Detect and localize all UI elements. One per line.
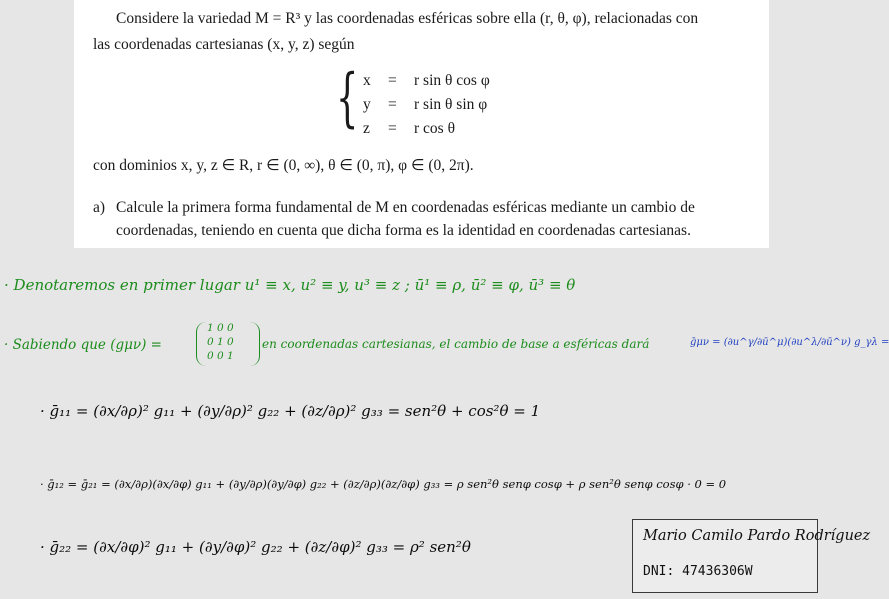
handwritten-g12-line: · ḡ₁₂ = ḡ₂₁ = (∂x/∂ρ)(∂x/∂φ) g₁₁ + (∂y/∂ρ)(∂y/∂φ) g₂₂ + (∂z/∂ρ)(∂z/∂φ) g₃₃ = ρ sen²θ senφ cosφ + ρ sen²θ senφ cosφ · 0 = 0 <box>40 477 727 491</box>
signature-dni: DNI: 47436306W <box>643 564 753 579</box>
equation-z-op: = <box>388 120 397 137</box>
problem-intro-line2: las coordenadas cartesianas (x, y, z) según <box>93 36 355 53</box>
equation-z-lhs: z <box>363 120 370 137</box>
equation-x-rhs: r sin θ cos φ <box>414 72 490 89</box>
handwritten-basis-change-text: en coordenadas cartesianas, el cambio de base a esféricas dará <box>262 337 650 351</box>
identity-matrix <box>196 322 260 366</box>
equation-y-rhs: r sin θ sin φ <box>414 96 488 113</box>
matrix-row-3: 0 0 1 <box>207 350 234 362</box>
handwritten-g11-line: · ḡ₁₁ = (∂x/∂ρ)² g₁₁ + (∂y/∂ρ)² g₂₂ + (∂z/∂ρ)² g₃₃ = sen²θ + cos²θ = 1 <box>40 402 541 420</box>
equation-x-op: = <box>388 72 397 89</box>
equation-z-rhs: r cos θ <box>414 120 455 137</box>
part-a-line2: coordenadas, teniendo en cuenta que dicha forma es la identidad en coordenadas cartesianas. <box>116 222 691 239</box>
handwritten-g22-line: · ḡ₂₂ = (∂x/∂φ)² g₁₁ + (∂y/∂φ)² g₂₂ + (∂z/∂φ)² g₃₃ = ρ² sen²θ <box>40 538 471 556</box>
equation-y-lhs: y <box>363 96 371 113</box>
handwritten-notation-line: · Denotaremos en primer lugar u¹ ≡ x, u² ≡ y, u³ ≡ z ; ū¹ ≡ ρ, ū² ≡ φ, ū³ ≡ θ <box>4 276 576 294</box>
handwritten-transformation-formula: ḡμν = (∂u^γ/∂ū^μ)(∂u^λ/∂ū^ν) g_γλ = <box>690 337 889 348</box>
equation-brace: { <box>336 61 359 135</box>
signature-box <box>632 519 871 593</box>
equation-y-op: = <box>388 96 397 113</box>
problem-intro-line1: Considere la variedad M = R³ y las coordenadas esféricas sobre ella (r, θ, φ), relacionadas con <box>116 10 699 27</box>
handwritten-metric-intro: · Sabiendo que (gμν) = <box>4 337 162 353</box>
signature-name: Mario Camilo Pardo Rodríguez <box>643 528 871 544</box>
problem-domains: con dominios x, y, z ∈ R, r ∈ (0, ∞), θ ∈ (0, π), φ ∈ (0, 2π). <box>93 157 474 174</box>
equation-x-lhs: x <box>363 72 371 89</box>
part-a-label: a) <box>93 199 106 216</box>
matrix-row-1: 1 0 0 <box>207 322 234 334</box>
matrix-row-2: 0 1 0 <box>207 336 234 348</box>
part-a-line1: Calcule la primera forma fundamental de M en coordenadas esféricas mediante un cambio de <box>116 199 695 216</box>
